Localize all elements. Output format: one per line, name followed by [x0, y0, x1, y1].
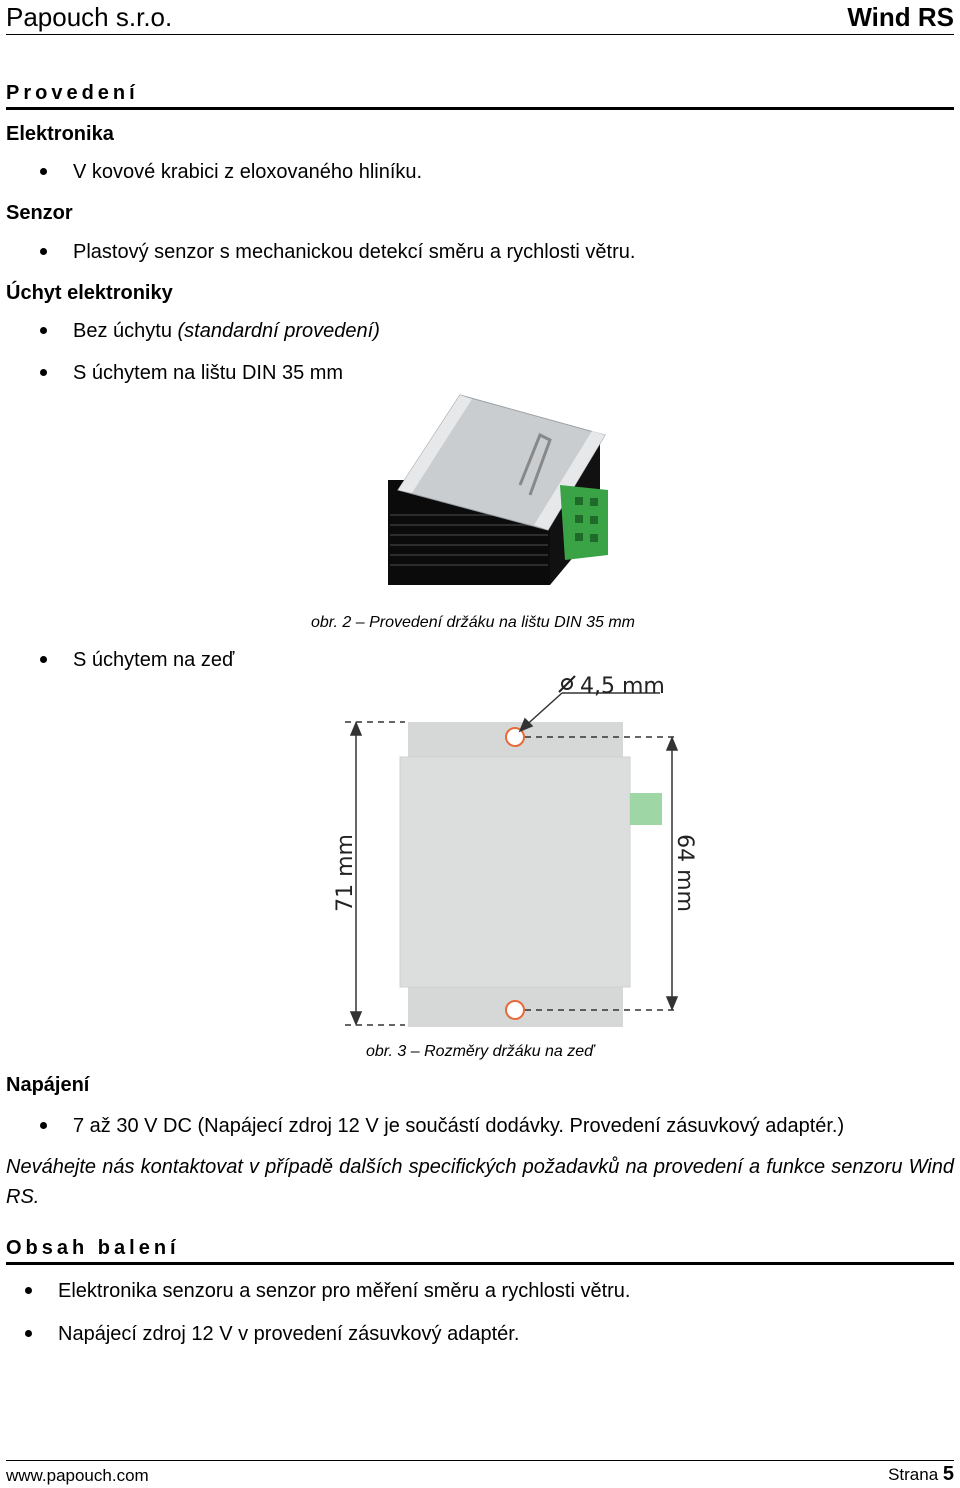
bullet-icon: [40, 1122, 47, 1129]
subheading-uchyt: Úchyt elektroniky: [6, 282, 173, 304]
bullet-icon: [40, 369, 47, 376]
bullet-icon: [40, 248, 47, 255]
list-item: S úchytem na zeď: [73, 649, 234, 672]
list-item: V kovové krabici z eloxovaného hliníku.: [73, 161, 422, 184]
bullet-icon: [40, 327, 47, 334]
figure-caption-3: obr. 3 – Rozměry držáku na zeď: [366, 1043, 595, 1060]
bullet-icon: [40, 168, 47, 175]
footer-page: Strana 5: [888, 1463, 954, 1485]
list-item: Elektronika senzoru a senzor pro měření směru a rychlosti větru.: [58, 1280, 630, 1303]
terminal-block: [560, 485, 608, 560]
wall-mount-dimensions-figure: [330, 665, 700, 1040]
subheading-elektronika: Elektronika: [6, 123, 114, 145]
mount-hole: [506, 1001, 524, 1019]
list-item: Napájecí zdroj 12 V v provedení zásuvkový adaptér.: [58, 1323, 519, 1346]
subheading-napajeni: Napájení: [6, 1074, 90, 1096]
section-rule: [6, 107, 954, 110]
list-item: Bez úchytu (standardní provedení): [73, 320, 380, 343]
header-product: Wind RS: [847, 2, 954, 32]
section-title-obsah: Obsah balení: [6, 1237, 180, 1259]
din-rail-mount-figure: [380, 385, 620, 605]
list-item: Plastový senzor s mechanickou detekcí směru a rychlosti větru.: [73, 241, 635, 264]
bullet-icon: [25, 1287, 32, 1294]
figure-caption-2: obr. 2 – Provedení držáku na lištu DIN 35 mm: [311, 614, 635, 631]
footer-url[interactable]: www.papouch.com: [6, 1466, 149, 1485]
subheading-senzor: Senzor: [6, 202, 73, 224]
header-company: Papouch s.r.o.: [6, 2, 173, 32]
dimension-hole: 4,5 mm: [580, 674, 665, 699]
contact-note: Neváhejte nás kontaktovat v případě dalších specifických požadavků na provedení a funkce senzoru Wind RS.: [6, 1156, 954, 1208]
dimension-inner: 64 mm: [672, 834, 697, 912]
section-title-provedeni: Provedení: [6, 82, 139, 104]
diameter-icon: [559, 676, 575, 692]
bullet-icon: [25, 1330, 32, 1337]
list-item: S úchytem na lištu DIN 35 mm: [73, 362, 343, 385]
section-rule: [6, 1262, 954, 1265]
page-number: 5: [942, 1463, 954, 1485]
header-rule: [6, 34, 954, 35]
bullet-icon: [40, 656, 47, 663]
list-item: 7 až 30 V DC (Napájecí zdroj 12 V je součástí dodávky. Provedení zásuvkový adaptér.): [73, 1115, 844, 1138]
dimension-height: 71 mm: [333, 834, 358, 912]
terminal-block: [630, 793, 662, 825]
footer-rule: [6, 1460, 954, 1461]
